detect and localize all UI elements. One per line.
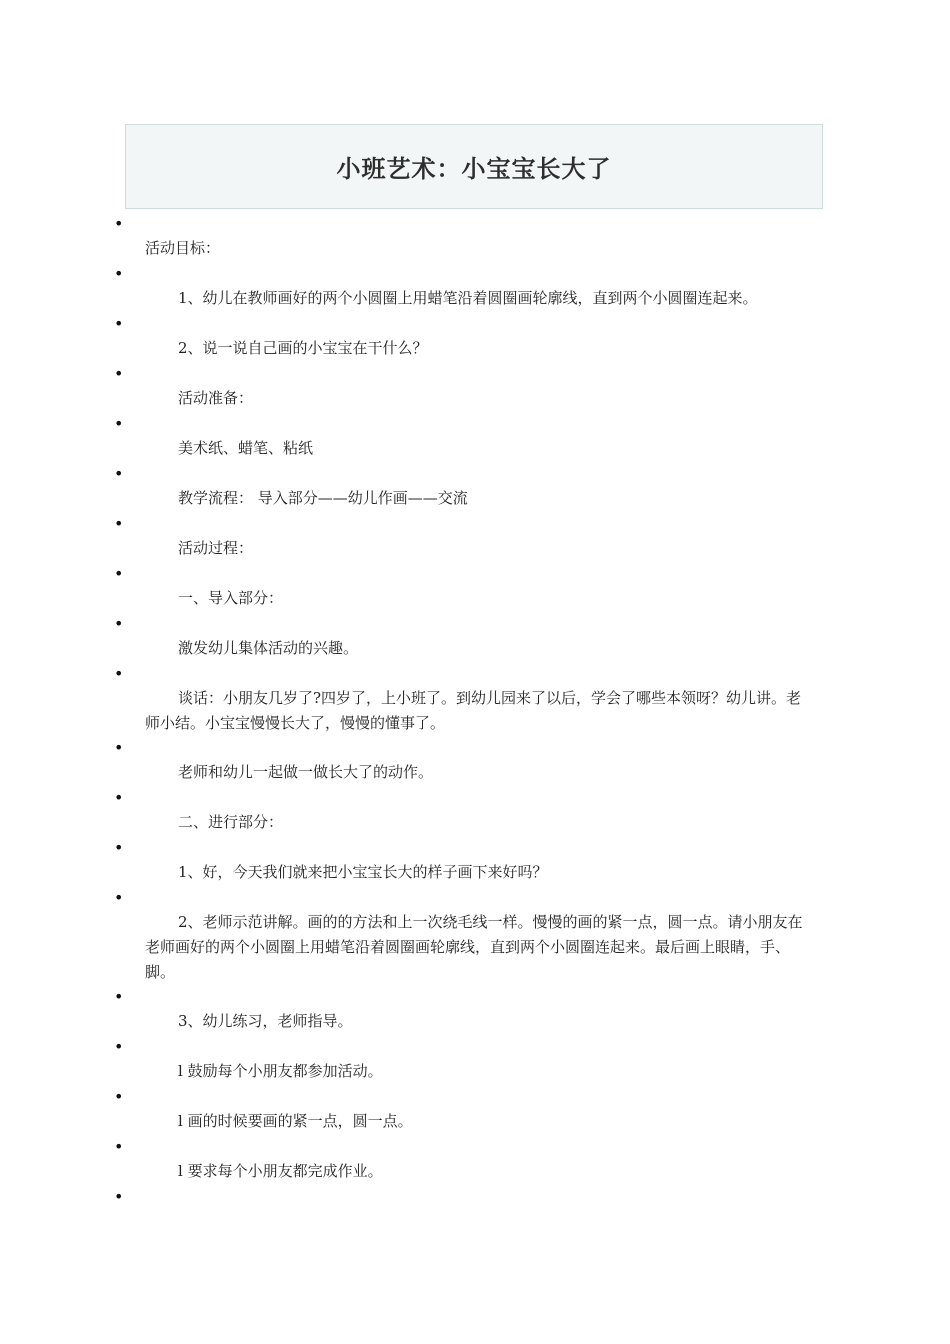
list-bullet: • — [114, 264, 124, 283]
list-item: 教学流程： 导入部分——幼儿作画——交流 — [178, 489, 468, 507]
list-item: 美术纸、蜡笔、粘纸 — [178, 439, 314, 457]
list-item: l 要求每个小朋友都完成作业。 — [178, 1162, 383, 1180]
section-heading-preparation: 活动准备： — [178, 389, 254, 407]
list-bullet: • — [114, 464, 124, 483]
list-item: 1、好，今天我们就来把小宝宝长大的样子画下来好吗？ — [178, 863, 548, 881]
list-item: 3、幼儿练习，老师指导。 — [178, 1012, 353, 1030]
list-item: 激发幼儿集体活动的兴趣。 — [178, 639, 359, 657]
list-item: 2、老师示范讲解。画的的方法和上一次绕毛线一样。慢慢的画的紧一点，圆一点。请小朋友在老师画好的两个小圆圈上用蜡笔沿着圆圈画轮廓线，直到两个小圆圈连起来。最后画上眼睛，手、脚。 — [145, 913, 803, 981]
document-title: 小班艺术：小宝宝长大了 — [336, 155, 612, 183]
list-item: 2、说一说自己画的小宝宝在干什么？ — [178, 339, 428, 357]
list-item: 二、进行部分： — [178, 813, 284, 831]
list-bullet: • — [114, 987, 124, 1006]
list-bullet: • — [114, 314, 124, 333]
list-bullet: • — [114, 738, 124, 757]
list-bullet: • — [114, 788, 124, 807]
list-bullet: • — [114, 1087, 124, 1106]
section-heading-objectives: 活动目标： — [145, 239, 221, 257]
list-bullet: • — [114, 888, 124, 907]
list-item: 老师和幼儿一起做一做长大了的动作。 — [178, 763, 434, 781]
list-bullet: • — [114, 1137, 124, 1156]
section-heading-process: 活动过程： — [178, 539, 254, 557]
list-bullet: • — [114, 414, 124, 433]
list-bullet: • — [114, 364, 124, 383]
list-bullet: • — [114, 838, 124, 857]
list-bullet: • — [114, 214, 124, 233]
list-bullet: • — [114, 514, 124, 533]
list-item: 谈话：小朋友几岁了?四岁了，上小班了。到幼儿园来了以后，学会了哪些本领呀？幼儿讲。老师小结。小宝宝慢慢长大了，慢慢的懂事了。 — [145, 689, 802, 732]
list-bullet: • — [114, 664, 124, 683]
list-bullet: • — [114, 564, 124, 583]
list-item: 一、导入部分： — [178, 589, 284, 607]
list-bullet: • — [114, 1187, 124, 1206]
list-bullet: • — [114, 614, 124, 633]
list-item: 1、幼儿在教师画好的两个小圆圈上用蜡笔沿着圆圈画轮廓线，直到两个小圆圈连起来。 — [178, 289, 758, 307]
list-item: l 画的时候要画的紧一点，圆一点。 — [178, 1112, 413, 1130]
title-box — [125, 124, 823, 209]
list-bullet: • — [114, 1037, 124, 1056]
list-item: l 鼓励每个小朋友都参加活动。 — [178, 1062, 383, 1080]
